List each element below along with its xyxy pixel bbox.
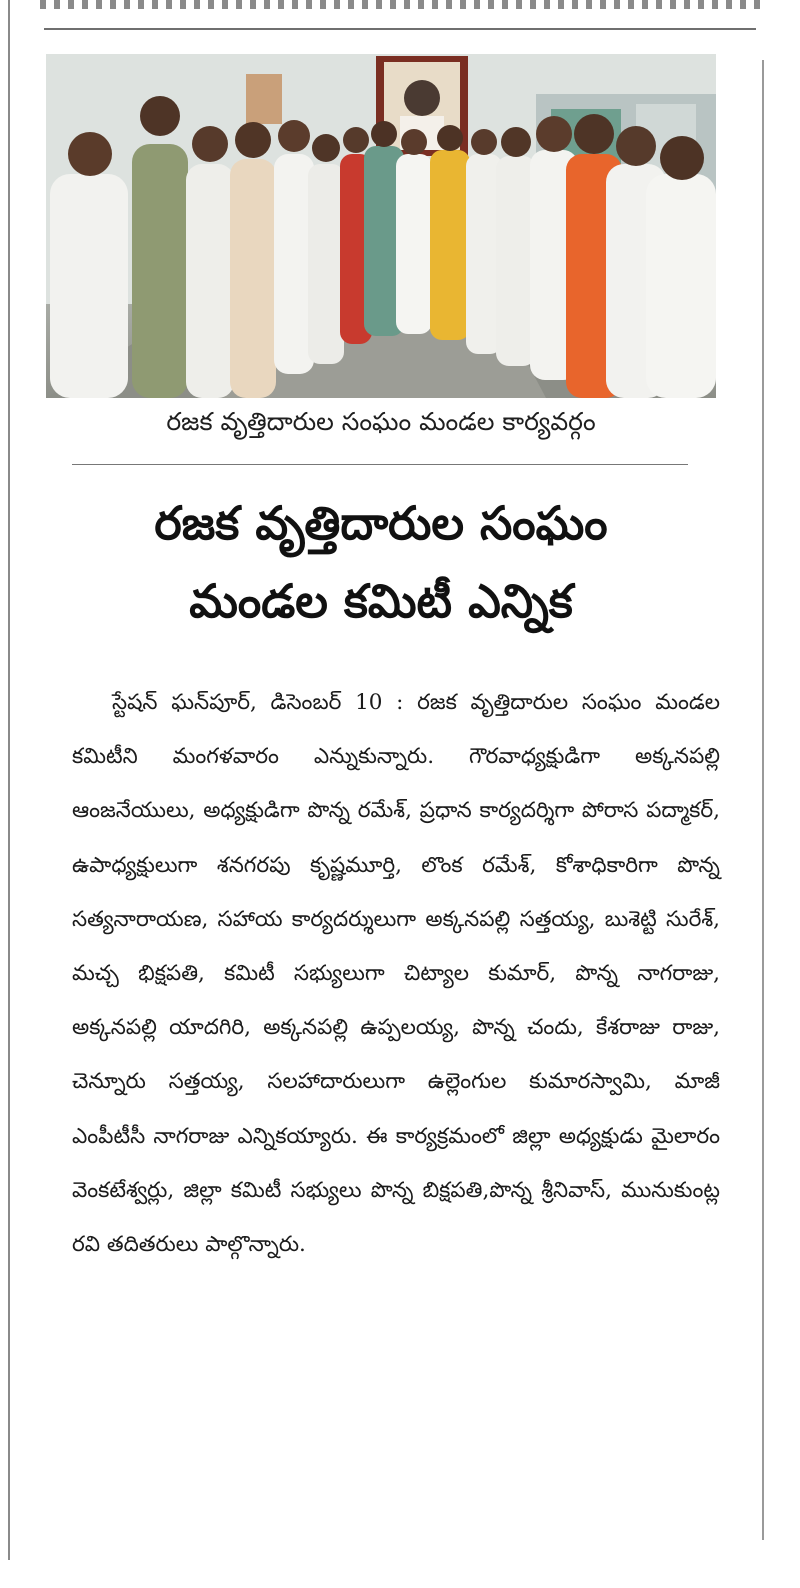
cut-off-text-glyphs	[40, 0, 760, 9]
left-column-rule	[8, 0, 10, 1560]
right-column-rule	[762, 60, 764, 1540]
previous-article-text-fragment	[40, 0, 760, 14]
caption-underline-rule	[72, 464, 688, 465]
headline-line-1: రజక వృత్తిదారుల సంఘం	[154, 496, 608, 550]
article-headline	[46, 484, 716, 640]
top-divider-rule	[44, 28, 756, 30]
group-photo	[46, 54, 716, 398]
article-body: స్టేషన్ ఘన్‌పూర్, డిసెంబర్ 10 : రజక వృత్తిదారుల సంఘం మండల కమిటీని మంగళవారం ఎన్నుకున్నారు. గౌరవాధ్యక్షుడిగా అక్కనపల్లి ఆంజనేయులు, అధ్యక్షుడిగా పొన్న రమేశ్, ప్రధాన కార్యదర్శిగా పోరాస పద్మాకర్, ఉపాధ్యక్షులుగా శనగరపు కృష్ణమూర్తి, లొంక రమేశ్, కోశాధికారిగా పొన్న సత్యనారాయణ, సహాయ కార్యదర్శులుగా అక్కనపల్లి సత్తయ్య, బుశెట్టి సురేశ్, మచ్చ భిక్షపతి, కమిటీ సభ్యులుగా చిట్యాల కుమార్, పొన్న నాగరాజు, అక్కనపల్లి యాదగిరి, అక్కనపల్లి ఉప్పలయ్య, పొన్న చందు, కేశరాజు రాజు, చెన్నూరు సత్తయ్య, సలహాదారులుగా ఉల్లెంగుల కుమారస్వామి, మాజీ ఎంపీటీసీ నాగరాజు ఎన్నికయ్యారు. ఈ కార్యక్రమంలో జిల్లా అధ్యక్షుడు మైలారం వెంకటేశ్వర్లు, జిల్లా కమిటీ సభ్యులు పొన్న బిక్షపతి,పొన్న శ్రీనివాస్, మునుకుంట్ల రవి తదితరులు పాల్గొన్నారు.	[72, 690, 720, 1258]
group-photo-illustration	[46, 54, 716, 398]
photo-caption: రజక వృత్తిదారుల సంఘం మండల కార్యవర్గం	[166, 407, 596, 436]
headline-line-2: మండల కమిటీ ఎన్నిక	[189, 574, 573, 628]
